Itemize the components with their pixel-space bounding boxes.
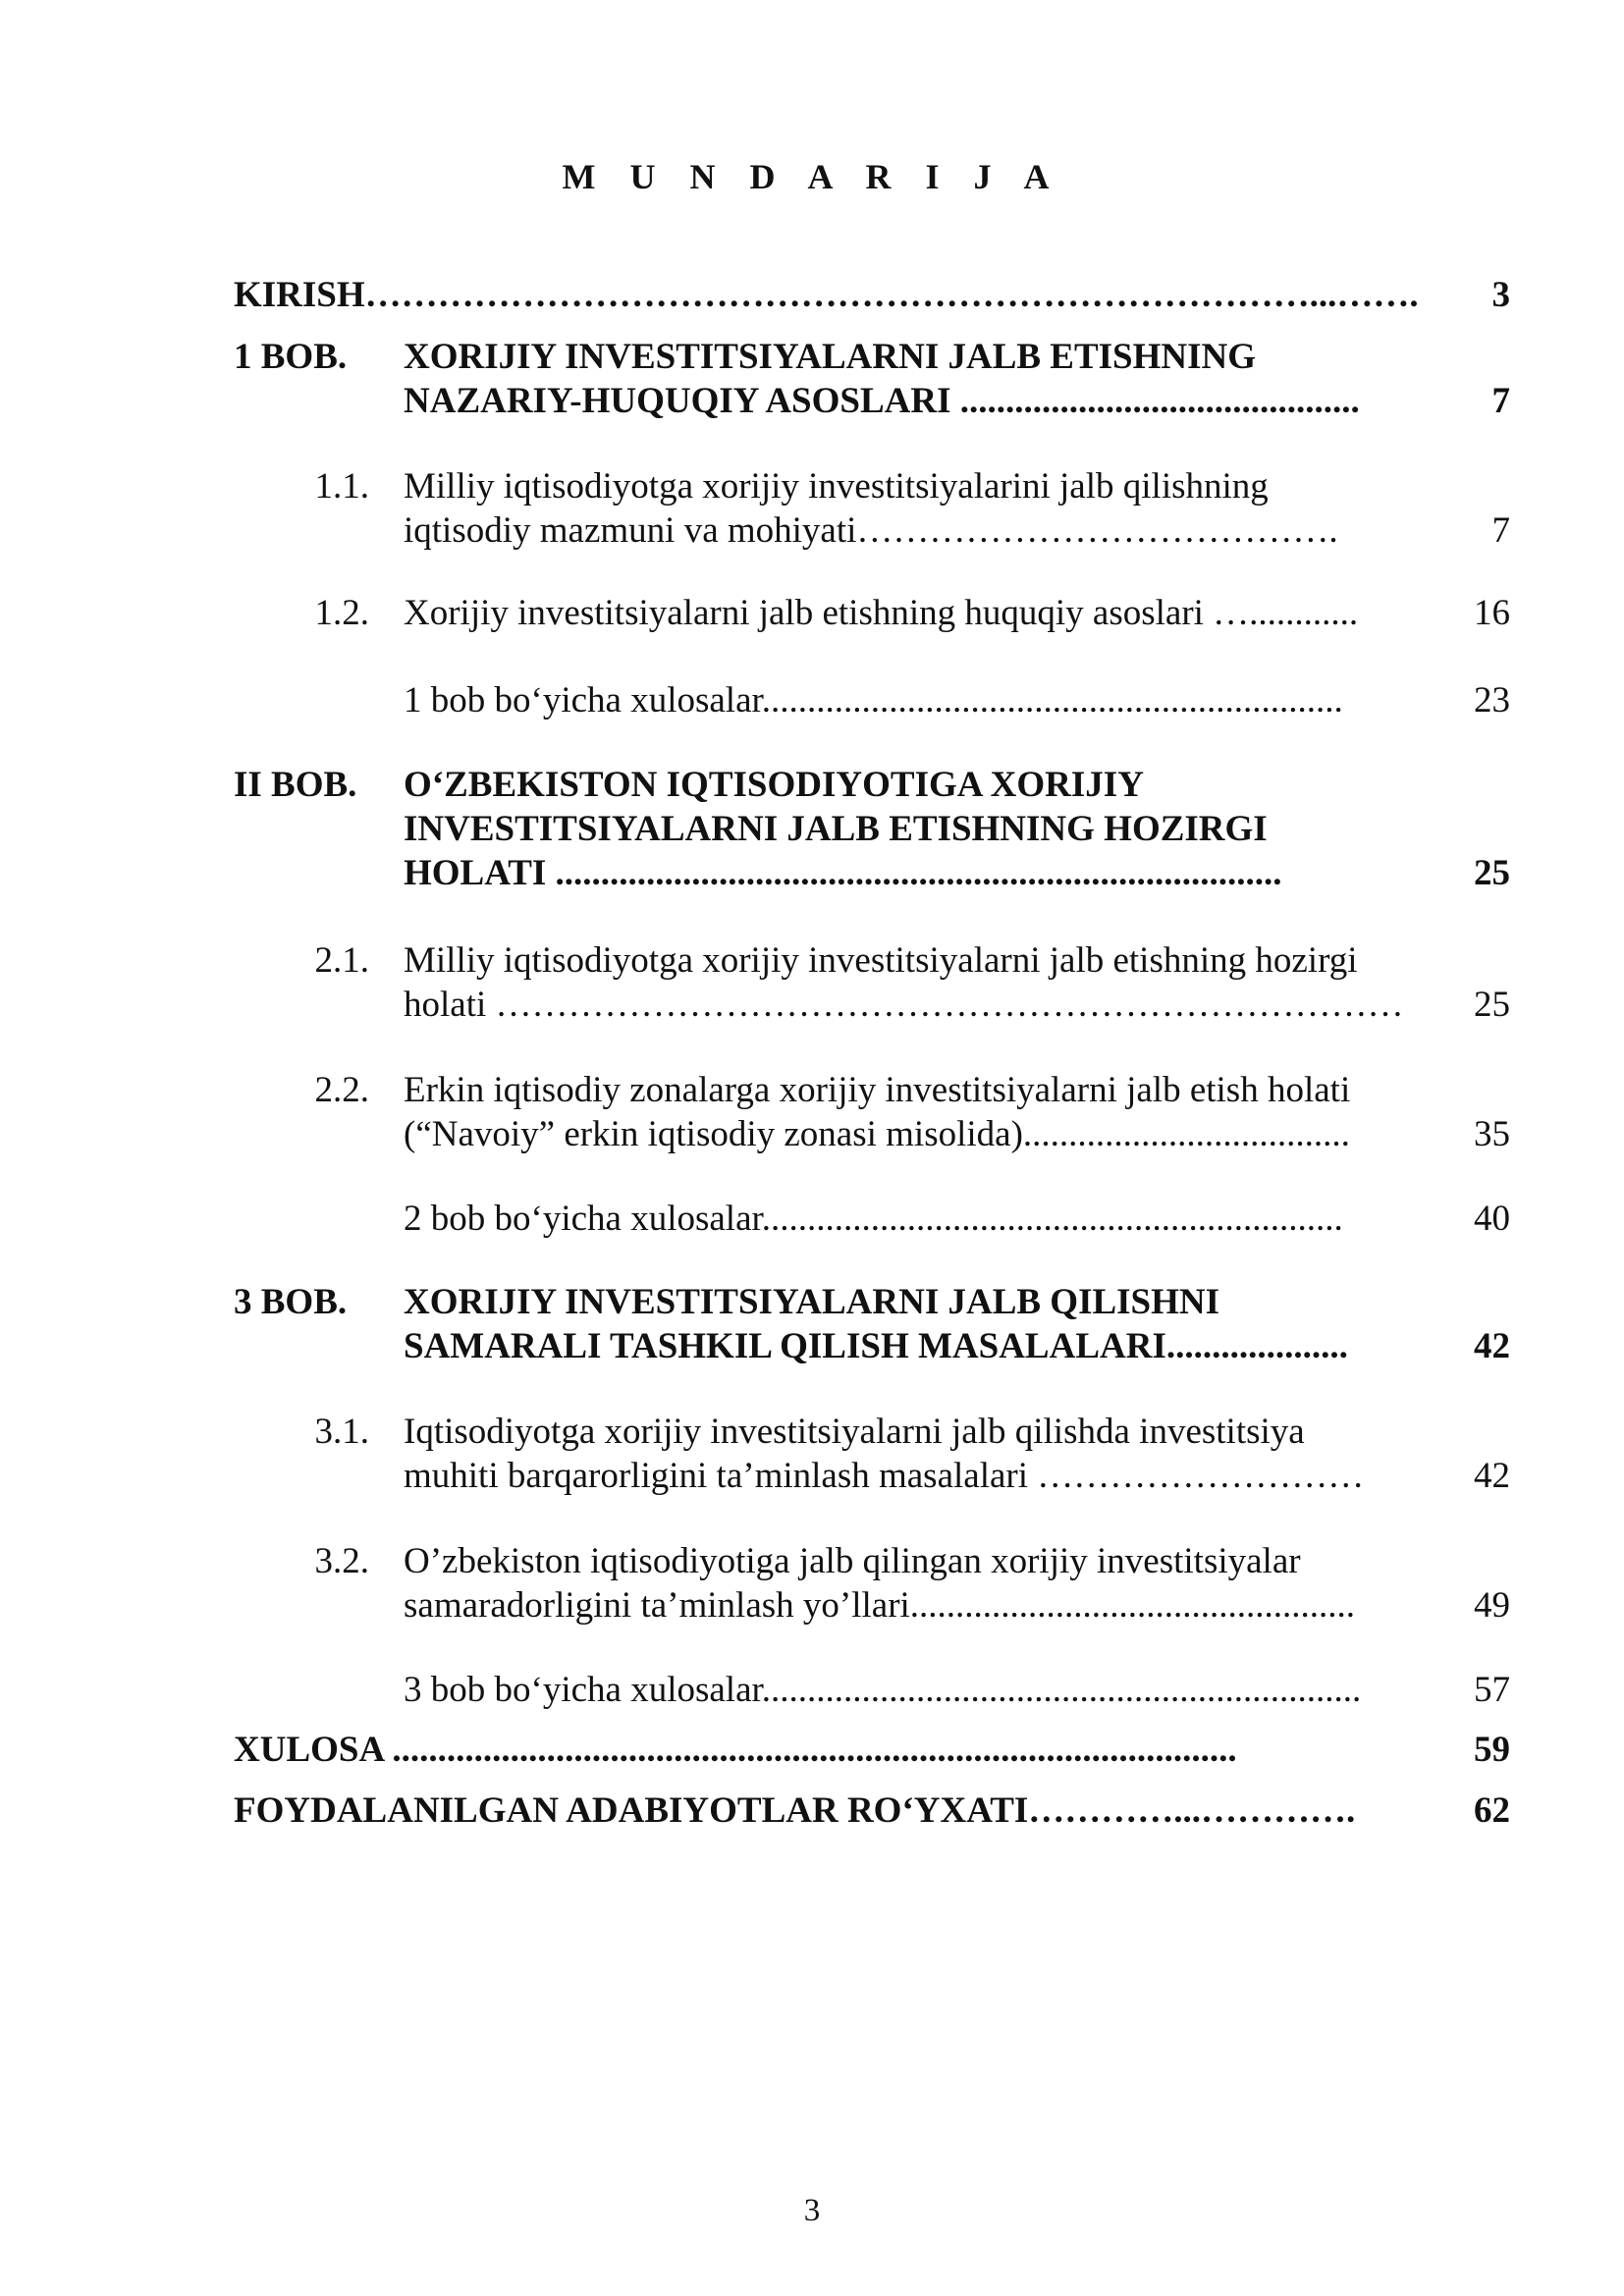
toc-main-entry	[234, 1728, 1510, 1772]
toc-chapter-entry	[234, 1280, 1510, 1368]
toc-entry-title	[404, 1068, 1405, 1156]
toc-entry-title-line: O’zbekiston iqtisodiyotiga jalb qilingan xorijiy investitsiyalar	[404, 1541, 1301, 1581]
toc-entry-title-line: iqtisodiy mazmuni va mohiyati………………………………….	[404, 510, 1338, 551]
toc-entry-title-line: O‘ZBEKISTON IQTISODIYOTIGA XORIJIY	[404, 765, 1144, 805]
toc-entry-title	[404, 1280, 1405, 1368]
toc-chapter-entry	[234, 335, 1510, 423]
toc-entry-number: 3.1.	[314, 1412, 369, 1452]
toc-entry-title-line: Xorijiy investitsiyalarni jalb etishning huquqiy asoslari …............	[404, 593, 1359, 633]
toc-entry-title-line: muhiti barqarorligini ta’minlash masalalari ………………………	[404, 1456, 1365, 1496]
toc-summary-entry	[234, 1197, 1510, 1241]
toc-entry-title	[404, 1668, 1405, 1712]
toc-entry-page: 62	[1474, 1790, 1510, 1831]
toc-entry-title-line: XORIJIY INVESTITSIYALARNI JALB ETISHNING	[404, 337, 1257, 377]
toc-entry-page: 25	[1474, 853, 1510, 893]
toc-entry-page: 25	[1474, 985, 1510, 1025]
toc-entry-number: II BOB.	[234, 765, 357, 805]
toc-section-entry	[234, 1539, 1510, 1628]
toc-entry-number: 2.1.	[314, 940, 369, 981]
toc-entry-title-line: INVESTITSIYALARNI JALB ETISHNING HOZIRGI	[404, 809, 1268, 849]
toc-entry-title	[404, 678, 1405, 722]
toc-entry-page: 16	[1474, 593, 1510, 633]
toc-entry-title-line: holati …………………………………………………………………	[404, 985, 1404, 1025]
toc-entry-page: 7	[1491, 510, 1510, 551]
toc-section-entry	[234, 591, 1510, 635]
toc-entry-title	[404, 763, 1405, 895]
toc-entry-title	[404, 1539, 1405, 1628]
toc-entry-page: 42	[1474, 1456, 1510, 1496]
toc-entry-title	[404, 1410, 1405, 1498]
toc-entry-title-line: SAMARALI TASHKIL QILISH MASALALARI....................	[404, 1326, 1348, 1366]
toc-entry-title-line: Milliy iqtisodiyotga xorijiy investitsiyalarni jalb etishning hozirgi	[404, 940, 1358, 981]
toc-main-entry	[234, 1789, 1510, 1833]
toc-entry-title	[404, 591, 1405, 635]
toc-entry-title	[234, 1728, 1424, 1772]
page-number: 3	[803, 2193, 821, 2228]
toc-entry-number: 1.2.	[314, 593, 369, 633]
toc-section-entry	[234, 938, 1510, 1027]
toc-entry-title	[234, 1789, 1424, 1833]
toc-entry-title-line: NAZARIY-HUQUQIY ASOSLARI ............................................	[404, 381, 1360, 421]
toc-entry-page: 57	[1474, 1670, 1510, 1710]
toc-entry-title	[404, 938, 1405, 1027]
toc-summary-entry	[234, 1668, 1510, 1712]
toc-entry-page: 42	[1474, 1326, 1510, 1366]
toc-entry-title	[404, 1197, 1405, 1241]
toc-entry-title	[404, 464, 1405, 553]
toc-entry-title	[404, 335, 1405, 423]
toc-entry-number: 1 BOB.	[234, 337, 348, 377]
toc-entry-page: 59	[1474, 1730, 1510, 1770]
toc-entry-page: 35	[1474, 1114, 1510, 1154]
toc-chapter-entry	[234, 763, 1510, 895]
toc-entry-title-line: XULOSA .............................................................................................	[234, 1730, 1237, 1770]
toc-entry-title-line: 1 bob bo‘yicha xulosalar................................................................	[404, 680, 1343, 721]
toc-entry-title-line: 3 bob bo‘yicha xulosalar..................................................................	[404, 1670, 1362, 1710]
toc-entry-page: 23	[1474, 680, 1510, 721]
toc-entry-number: 2.2.	[314, 1070, 369, 1110]
toc-entry-title-line: 2 bob bo‘yicha xulosalar................................................................	[404, 1199, 1343, 1239]
toc-entry-title-line: HOLATI ................................................................................	[404, 853, 1282, 893]
toc-entry-title	[234, 273, 1424, 317]
toc-entry-number: 3.2.	[314, 1541, 369, 1581]
toc-entry-page: 3	[1491, 275, 1510, 315]
page-title: M U N D A R I J A	[562, 157, 1062, 196]
toc-section-entry	[234, 1068, 1510, 1156]
toc-entry-number: 3 BOB.	[234, 1282, 348, 1322]
toc-entry-title-line: XORIJIY INVESTITSIYALARNI JALB QILISHNI	[404, 1282, 1220, 1322]
toc-entry-page: 40	[1474, 1199, 1510, 1239]
toc-entry-number: 1.1.	[314, 466, 369, 507]
toc-entry-page: 7	[1491, 381, 1510, 421]
toc-entry-title-line: Milliy iqtisodiyotga xorijiy investitsiyalarini jalb qilishning	[404, 466, 1269, 507]
toc-entry-title-line: Iqtisodiyotga xorijiy investitsiyalarni jalb qilishda investitsiya	[404, 1412, 1305, 1452]
toc-entry-title-line: FOYDALANILGAN ADABIYOTLAR RO‘YXATI…………...………….	[234, 1790, 1356, 1831]
toc-section-entry	[234, 464, 1510, 553]
toc-entry-title-line: samaradorligini ta’minlash yo’llari.................................................	[404, 1585, 1356, 1626]
toc-section-entry	[234, 1410, 1510, 1498]
toc-entry-page: 49	[1474, 1585, 1510, 1626]
toc-entry-title-line: Erkin iqtisodiy zonalarga xorijiy investitsiyalarni jalb etish holati	[404, 1070, 1351, 1110]
toc-entry-title-line: (“Navoiy” erkin iqtisodiy zonasi misolida)....................................	[404, 1114, 1350, 1154]
toc-entry-title-line: KIRISH……………………………………………………………………...…….	[234, 275, 1419, 315]
toc-summary-entry	[234, 678, 1510, 722]
toc-main-entry	[234, 273, 1510, 317]
